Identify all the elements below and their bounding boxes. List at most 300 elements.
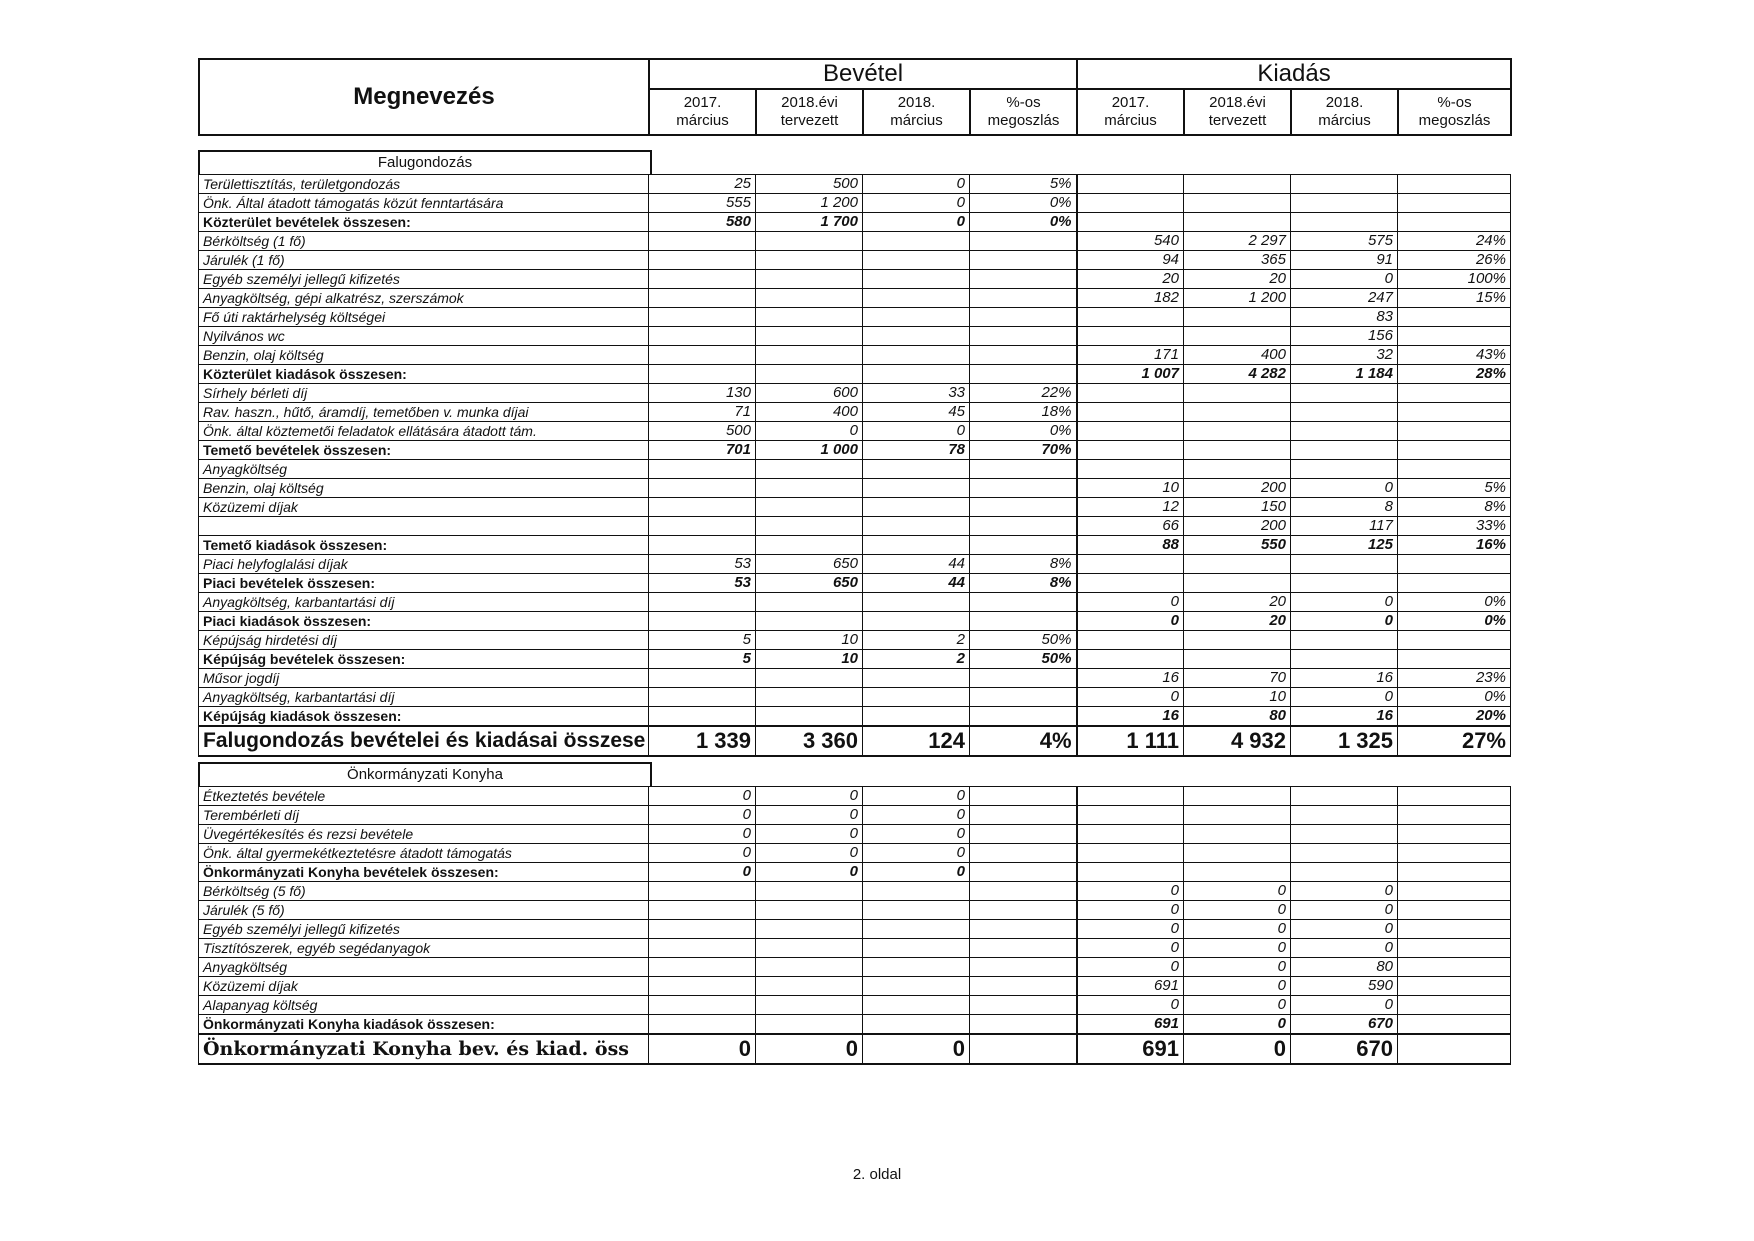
row-label: Benzin, olaj költség	[199, 346, 649, 365]
income-cell: 44	[863, 574, 970, 593]
income-cell	[863, 327, 970, 346]
income-cell: 0%	[970, 422, 1077, 441]
expense-cell: 16	[1077, 707, 1184, 727]
expense-cell	[1291, 384, 1398, 403]
income-cell: 500	[649, 422, 756, 441]
expense-cell	[1398, 977, 1511, 996]
expense-cell: 365	[1184, 251, 1291, 270]
income-cell	[970, 251, 1077, 270]
expense-cell	[1077, 555, 1184, 574]
expense-cell	[1398, 175, 1511, 194]
expense-cell: 5%	[1398, 479, 1511, 498]
income-cell	[649, 327, 756, 346]
expense-cell	[1398, 650, 1511, 669]
expense-cell: 1 184	[1291, 365, 1398, 384]
income-cell: 18%	[970, 403, 1077, 422]
row-label: Közterület kiadások összesen:	[199, 365, 649, 384]
expense-cell: 1 111	[1077, 726, 1184, 756]
income-cell	[970, 612, 1077, 631]
income-cell	[863, 612, 970, 631]
income-cell	[649, 688, 756, 707]
expense-cell	[1077, 787, 1184, 806]
expense-cell: 0	[1291, 593, 1398, 612]
expense-cell	[1398, 308, 1511, 327]
income-cell	[756, 517, 863, 536]
row-label: Képújság bevételek összesen:	[199, 650, 649, 669]
header-expense: Kiadás	[1077, 59, 1511, 89]
row-label: Alapanyag költség	[199, 996, 649, 1015]
expense-cell	[1184, 213, 1291, 232]
income-cell	[649, 479, 756, 498]
income-cell	[970, 996, 1077, 1015]
expense-cell: 16	[1077, 669, 1184, 688]
expense-col-header: 2017. március	[1077, 89, 1184, 135]
section-table	[198, 786, 1511, 1065]
row-label: Étkeztetés bevétele	[199, 787, 649, 806]
total-row	[199, 650, 1511, 669]
income-cell: 0	[649, 863, 756, 882]
table-row	[199, 555, 1511, 574]
income-cell	[756, 327, 863, 346]
expense-cell: 0	[1184, 958, 1291, 977]
expense-cell	[1184, 806, 1291, 825]
income-cell	[756, 365, 863, 384]
expense-cell: 23%	[1398, 669, 1511, 688]
income-cell: 2	[863, 631, 970, 650]
income-cell	[649, 460, 756, 479]
expense-cell	[1398, 958, 1511, 977]
income-cell: 580	[649, 213, 756, 232]
income-cell	[756, 251, 863, 270]
income-cell: 124	[863, 726, 970, 756]
table-row	[199, 175, 1511, 194]
expense-cell: 20	[1184, 270, 1291, 289]
row-label: Területtisztítás, területgondozás	[199, 175, 649, 194]
expense-cell: 182	[1077, 289, 1184, 308]
expense-cell	[1398, 460, 1511, 479]
income-cell	[649, 593, 756, 612]
income-cell	[970, 270, 1077, 289]
expense-cell: 0	[1184, 882, 1291, 901]
expense-cell: 70	[1184, 669, 1291, 688]
expense-cell	[1398, 844, 1511, 863]
expense-cell: 0	[1291, 996, 1398, 1015]
expense-cell	[1398, 327, 1511, 346]
table-row	[199, 403, 1511, 422]
expense-cell: 8%	[1398, 498, 1511, 517]
income-cell: 8%	[970, 574, 1077, 593]
expense-cell	[1291, 806, 1398, 825]
expense-cell	[1398, 1034, 1511, 1064]
table-row	[199, 688, 1511, 707]
expense-cell	[1184, 650, 1291, 669]
row-label: Fő úti raktárhelység költségei	[199, 308, 649, 327]
income-cell	[863, 232, 970, 251]
expense-cell	[1184, 863, 1291, 882]
table-row	[199, 901, 1511, 920]
income-cell: 44	[863, 555, 970, 574]
expense-cell: 0%	[1398, 688, 1511, 707]
income-cell: 71	[649, 403, 756, 422]
total-row	[199, 213, 1511, 232]
row-label: Falugondozás bevételei és kiadásai összese	[199, 726, 649, 756]
income-cell	[970, 1015, 1077, 1035]
expense-cell	[1398, 806, 1511, 825]
total-row	[199, 574, 1511, 593]
expense-cell	[1398, 403, 1511, 422]
income-cell	[756, 977, 863, 996]
income-cell: 25	[649, 175, 756, 194]
total-row	[199, 536, 1511, 555]
income-cell	[863, 920, 970, 939]
income-cell: 0	[756, 806, 863, 825]
income-cell	[863, 901, 970, 920]
table-row	[199, 289, 1511, 308]
expense-cell: 26%	[1398, 251, 1511, 270]
income-cell: 400	[756, 403, 863, 422]
income-cell	[649, 1015, 756, 1035]
expense-cell	[1398, 825, 1511, 844]
expense-cell: 0	[1184, 901, 1291, 920]
income-cell	[970, 308, 1077, 327]
income-cell	[970, 460, 1077, 479]
row-label: Járulék (1 fő)	[199, 251, 649, 270]
expense-cell: 66	[1077, 517, 1184, 536]
income-cell	[970, 346, 1077, 365]
table-row	[199, 498, 1511, 517]
income-cell	[756, 707, 863, 727]
table-row	[199, 479, 1511, 498]
expense-cell	[1291, 213, 1398, 232]
income-cell	[756, 232, 863, 251]
expense-cell	[1291, 194, 1398, 213]
expense-cell	[1291, 441, 1398, 460]
income-cell	[970, 977, 1077, 996]
income-cell: 1 700	[756, 213, 863, 232]
income-col-header: 2018. március	[863, 89, 970, 135]
income-cell	[970, 939, 1077, 958]
income-cell	[649, 251, 756, 270]
expense-cell: 20%	[1398, 707, 1511, 727]
income-cell: 0	[756, 422, 863, 441]
income-cell	[863, 460, 970, 479]
row-label: Bérköltség (1 fő)	[199, 232, 649, 251]
expense-cell	[1291, 422, 1398, 441]
income-cell: 5	[649, 631, 756, 650]
expense-cell	[1291, 555, 1398, 574]
total-row	[199, 441, 1511, 460]
expense-cell: 32	[1291, 346, 1398, 365]
row-label: Egyéb személyi jellegű kifizetés	[199, 270, 649, 289]
expense-cell: 2 297	[1184, 232, 1291, 251]
expense-cell: 0	[1291, 882, 1398, 901]
income-cell	[970, 958, 1077, 977]
income-cell	[970, 806, 1077, 825]
income-col-header: %-os megoszlás	[970, 89, 1077, 135]
income-cell: 0	[863, 787, 970, 806]
income-cell	[863, 593, 970, 612]
income-cell	[649, 365, 756, 384]
row-label: Képújság hirdetési díj	[199, 631, 649, 650]
expense-cell	[1291, 175, 1398, 194]
income-cell: 0	[756, 844, 863, 863]
income-cell	[649, 901, 756, 920]
row-label: Anyagköltség, karbantartási díj	[199, 688, 649, 707]
expense-cell: 150	[1184, 498, 1291, 517]
income-cell	[756, 669, 863, 688]
expense-cell	[1077, 806, 1184, 825]
row-label: Egyéb személyi jellegű kifizetés	[199, 920, 649, 939]
expense-cell: 80	[1291, 958, 1398, 977]
income-cell	[970, 498, 1077, 517]
expense-cell: 156	[1291, 327, 1398, 346]
income-cell	[649, 232, 756, 251]
expense-cell: 0	[1077, 939, 1184, 958]
expense-cell	[1184, 441, 1291, 460]
income-cell: 50%	[970, 631, 1077, 650]
expense-cell: 0	[1077, 901, 1184, 920]
income-cell: 600	[756, 384, 863, 403]
expense-cell: 0	[1291, 688, 1398, 707]
income-cell: 0	[756, 863, 863, 882]
expense-cell: 575	[1291, 232, 1398, 251]
expense-cell: 94	[1077, 251, 1184, 270]
expense-cell: 20	[1184, 612, 1291, 631]
expense-cell	[1398, 863, 1511, 882]
expense-cell: 0	[1291, 612, 1398, 631]
expense-cell	[1184, 384, 1291, 403]
row-label: Terembérleti díj	[199, 806, 649, 825]
section-table	[198, 174, 1511, 757]
income-cell	[756, 901, 863, 920]
expense-cell	[1077, 308, 1184, 327]
row-label: Temető kiadások összesen:	[199, 536, 649, 555]
income-cell	[970, 920, 1077, 939]
income-cell: 8%	[970, 555, 1077, 574]
income-cell: 45	[863, 403, 970, 422]
income-cell	[863, 346, 970, 365]
expense-cell	[1398, 555, 1511, 574]
income-cell	[649, 882, 756, 901]
table-row	[199, 270, 1511, 289]
expense-cell: 0	[1077, 882, 1184, 901]
income-cell: 53	[649, 574, 756, 593]
row-label: Rav. haszn., hűtő, áramdíj, temetőben v. munka díjai	[199, 403, 649, 422]
expense-cell	[1184, 327, 1291, 346]
row-label: Tisztítószerek, egyéb segédanyagok	[199, 939, 649, 958]
income-cell	[970, 669, 1077, 688]
expense-cell: 24%	[1398, 232, 1511, 251]
table-row	[199, 958, 1511, 977]
income-cell: 650	[756, 574, 863, 593]
header-income: Bevétel	[649, 59, 1077, 89]
expense-cell	[1291, 650, 1398, 669]
expense-cell	[1398, 920, 1511, 939]
expense-cell	[1184, 194, 1291, 213]
income-cell: 3 360	[756, 726, 863, 756]
income-cell	[756, 882, 863, 901]
expense-cell: 691	[1077, 1034, 1184, 1064]
column-header	[198, 58, 1512, 136]
income-cell	[756, 920, 863, 939]
expense-cell	[1077, 441, 1184, 460]
income-cell	[970, 882, 1077, 901]
total-row	[199, 707, 1511, 727]
expense-cell: 1 325	[1291, 726, 1398, 756]
expense-cell	[1077, 825, 1184, 844]
income-cell	[863, 479, 970, 498]
income-cell: 0	[863, 844, 970, 863]
row-label: Temető bevételek összesen:	[199, 441, 649, 460]
expense-cell: 670	[1291, 1034, 1398, 1064]
table-row	[199, 460, 1511, 479]
income-cell	[970, 536, 1077, 555]
expense-cell	[1291, 787, 1398, 806]
income-cell	[970, 901, 1077, 920]
table-row	[199, 825, 1511, 844]
expense-cell	[1184, 460, 1291, 479]
income-cell: 5%	[970, 175, 1077, 194]
expense-cell: 80	[1184, 707, 1291, 727]
row-label: Közüzemi díjak	[199, 977, 649, 996]
table-row	[199, 327, 1511, 346]
row-label: Anyagköltség	[199, 460, 649, 479]
income-cell	[649, 669, 756, 688]
expense-cell: 20	[1077, 270, 1184, 289]
expense-cell: 1 200	[1184, 289, 1291, 308]
income-cell	[970, 863, 1077, 882]
expense-cell	[1398, 939, 1511, 958]
section-title: Falugondozás	[198, 150, 652, 174]
row-label: Önk. Által átadott támogatás közút fenntartására	[199, 194, 649, 213]
income-cell: 78	[863, 441, 970, 460]
expense-cell	[1291, 863, 1398, 882]
income-cell	[863, 977, 970, 996]
expense-cell: 4 932	[1184, 726, 1291, 756]
income-cell	[649, 308, 756, 327]
expense-cell: 0	[1184, 920, 1291, 939]
row-label: Piaci bevételek összesen:	[199, 574, 649, 593]
income-cell	[756, 996, 863, 1015]
income-cell: 650	[756, 555, 863, 574]
income-cell: 701	[649, 441, 756, 460]
expense-cell	[1184, 574, 1291, 593]
income-cell	[863, 707, 970, 727]
table-row	[199, 996, 1511, 1015]
expense-cell	[1184, 403, 1291, 422]
expense-cell: 16	[1291, 707, 1398, 727]
income-cell: 22%	[970, 384, 1077, 403]
income-cell	[649, 958, 756, 977]
income-cell	[863, 308, 970, 327]
income-cell: 50%	[970, 650, 1077, 669]
income-cell: 0	[756, 787, 863, 806]
expense-cell	[1398, 422, 1511, 441]
income-cell: 0	[863, 213, 970, 232]
expense-cell: 0	[1291, 939, 1398, 958]
income-cell	[756, 460, 863, 479]
expense-cell: 43%	[1398, 346, 1511, 365]
income-cell	[970, 365, 1077, 384]
total-row	[199, 1015, 1511, 1035]
income-cell	[863, 517, 970, 536]
row-label: Önk. által gyermekétkeztetésre átadott támogatás	[199, 844, 649, 863]
table-row	[199, 232, 1511, 251]
income-cell	[756, 536, 863, 555]
income-cell: 1 200	[756, 194, 863, 213]
expense-cell: 550	[1184, 536, 1291, 555]
expense-cell	[1291, 574, 1398, 593]
expense-cell	[1398, 213, 1511, 232]
income-cell	[863, 498, 970, 517]
table-row	[199, 844, 1511, 863]
expense-cell	[1398, 787, 1511, 806]
income-cell	[756, 498, 863, 517]
income-cell	[970, 479, 1077, 498]
expense-cell	[1077, 844, 1184, 863]
income-cell: 53	[649, 555, 756, 574]
income-cell	[649, 977, 756, 996]
income-cell	[649, 289, 756, 308]
income-cell: 0	[863, 422, 970, 441]
income-cell: 4%	[970, 726, 1077, 756]
income-cell	[649, 920, 756, 939]
income-cell	[756, 939, 863, 958]
grand-total-row	[199, 726, 1511, 756]
section-title: Önkormányzati Konyha	[198, 762, 652, 786]
income-cell	[863, 996, 970, 1015]
expense-cell: 0	[1077, 996, 1184, 1015]
expense-cell	[1077, 863, 1184, 882]
expense-cell	[1184, 555, 1291, 574]
expense-cell	[1398, 441, 1511, 460]
income-cell: 1 339	[649, 726, 756, 756]
expense-cell: 117	[1291, 517, 1398, 536]
expense-cell: 0%	[1398, 612, 1511, 631]
income-cell	[970, 593, 1077, 612]
expense-cell	[1077, 175, 1184, 194]
income-cell	[863, 365, 970, 384]
income-col-header: 2017. március	[649, 89, 756, 135]
expense-cell: 10	[1077, 479, 1184, 498]
expense-cell	[1184, 422, 1291, 441]
table-row	[199, 882, 1511, 901]
table-row	[199, 384, 1511, 403]
row-label: Anyagköltség, gépi alkatrész, szerszámok	[199, 289, 649, 308]
income-cell: 0	[863, 1034, 970, 1064]
income-cell	[756, 289, 863, 308]
page-number: 2. oldal	[852, 1166, 902, 1183]
expense-cell	[1184, 825, 1291, 844]
total-row	[199, 612, 1511, 631]
income-cell: 0	[863, 175, 970, 194]
expense-col-header: 2018. március	[1291, 89, 1398, 135]
expense-cell: 88	[1077, 536, 1184, 555]
income-cell	[970, 787, 1077, 806]
expense-cell	[1077, 327, 1184, 346]
expense-cell: 0	[1184, 996, 1291, 1015]
income-cell: 0	[649, 806, 756, 825]
expense-cell: 27%	[1398, 726, 1511, 756]
income-cell	[863, 270, 970, 289]
table-row	[199, 593, 1511, 612]
table-row	[199, 787, 1511, 806]
expense-cell: 200	[1184, 479, 1291, 498]
row-label: Önk. által köztemetői feladatok ellátására átadott tám.	[199, 422, 649, 441]
expense-cell: 16	[1291, 669, 1398, 688]
expense-cell: 33%	[1398, 517, 1511, 536]
expense-cell	[1077, 574, 1184, 593]
